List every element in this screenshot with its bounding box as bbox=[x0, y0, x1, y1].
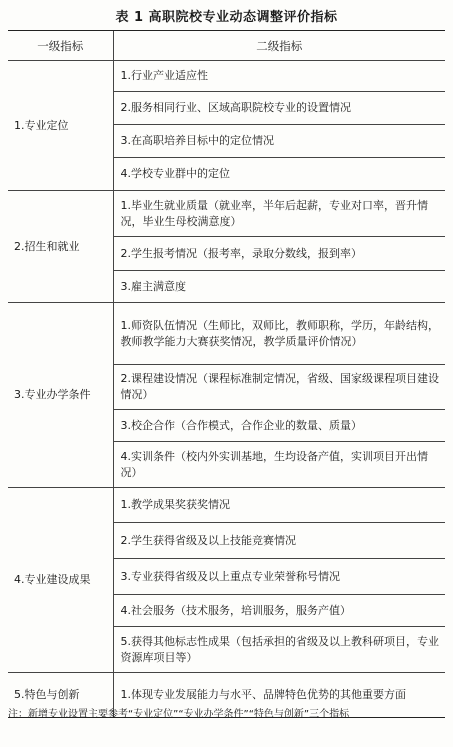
indicator-table bbox=[8, 31, 445, 717]
item-cell: 2.服务相同行业、区域高职院校专业的设置情况 bbox=[113, 92, 445, 125]
item-cell: 2.学生报考情况（报考率，录取分数线，报到率） bbox=[113, 237, 445, 271]
table-row bbox=[8, 303, 445, 365]
item-cell: 1.教学成果奖获奖情况 bbox=[113, 488, 445, 523]
item-cell: 2.学生获得省级及以上技能竞赛情况 bbox=[113, 523, 445, 559]
category-cell: 2.招生和就业 bbox=[8, 191, 113, 303]
table-row bbox=[8, 61, 445, 92]
item-cell: 3.专业获得省级及以上重点专业荣誉称号情况 bbox=[113, 559, 445, 595]
item-cell: 1.毕业生就业质量（就业率，半年后起薪，专业对口率，晋升情况，毕业生母校满意度） bbox=[113, 191, 445, 237]
item-cell: 1.行业产业适应性 bbox=[113, 61, 445, 92]
item-cell: 1.体现专业发展能力与水平、品牌特色优势的其他重要方面 bbox=[113, 673, 445, 717]
category-cell: 4.专业建设成果 bbox=[8, 488, 113, 673]
item-cell: 1.师资队伍情况（生师比，双师比，教师职称，学历，年龄结构，教师教学能力大赛获奖情况，教学质量评价情况） bbox=[113, 303, 445, 365]
category-cell: 1.专业定位 bbox=[8, 61, 113, 191]
item-cell: 2.课程建设情况（课程标准制定情况，省级、国家级课程项目建设情况） bbox=[113, 365, 445, 410]
table-header-row bbox=[8, 31, 445, 61]
category-cell: 5.特色与创新 bbox=[8, 673, 113, 717]
item-cell: 3.雇主满意度 bbox=[113, 271, 445, 303]
item-cell: 4.社会服务（技术服务，培训服务，服务产值） bbox=[113, 595, 445, 627]
item-cell: 4.学校专业群中的定位 bbox=[113, 158, 445, 191]
item-cell: 3.校企合作（合作模式，合作企业的数量、质量） bbox=[113, 410, 445, 442]
table-row bbox=[8, 488, 445, 523]
indicator-table-frame bbox=[8, 30, 445, 718]
header-level2: 二级指标 bbox=[113, 31, 445, 61]
header-level1: 一级指标 bbox=[8, 31, 113, 61]
item-cell: 5.获得其他标志性成果（包括承担的省级及以上教科研项目，专业资源库项目等） bbox=[113, 627, 445, 673]
table-row bbox=[8, 191, 445, 237]
item-cell: 3.在高职培养目标中的定位情况 bbox=[113, 125, 445, 158]
category-cell: 3.专业办学条件 bbox=[8, 303, 113, 488]
table-note: 注：新增专业设置主要参考“专业定位”“专业办学条件”“特色与创新”三个指标 bbox=[8, 709, 350, 720]
table-title: 表 1 高职院校专业动态调整评价指标 bbox=[115, 10, 338, 25]
item-cell: 4.实训条件（校内外实训基地，生均设备产值，实训项目开出情况） bbox=[113, 442, 445, 488]
